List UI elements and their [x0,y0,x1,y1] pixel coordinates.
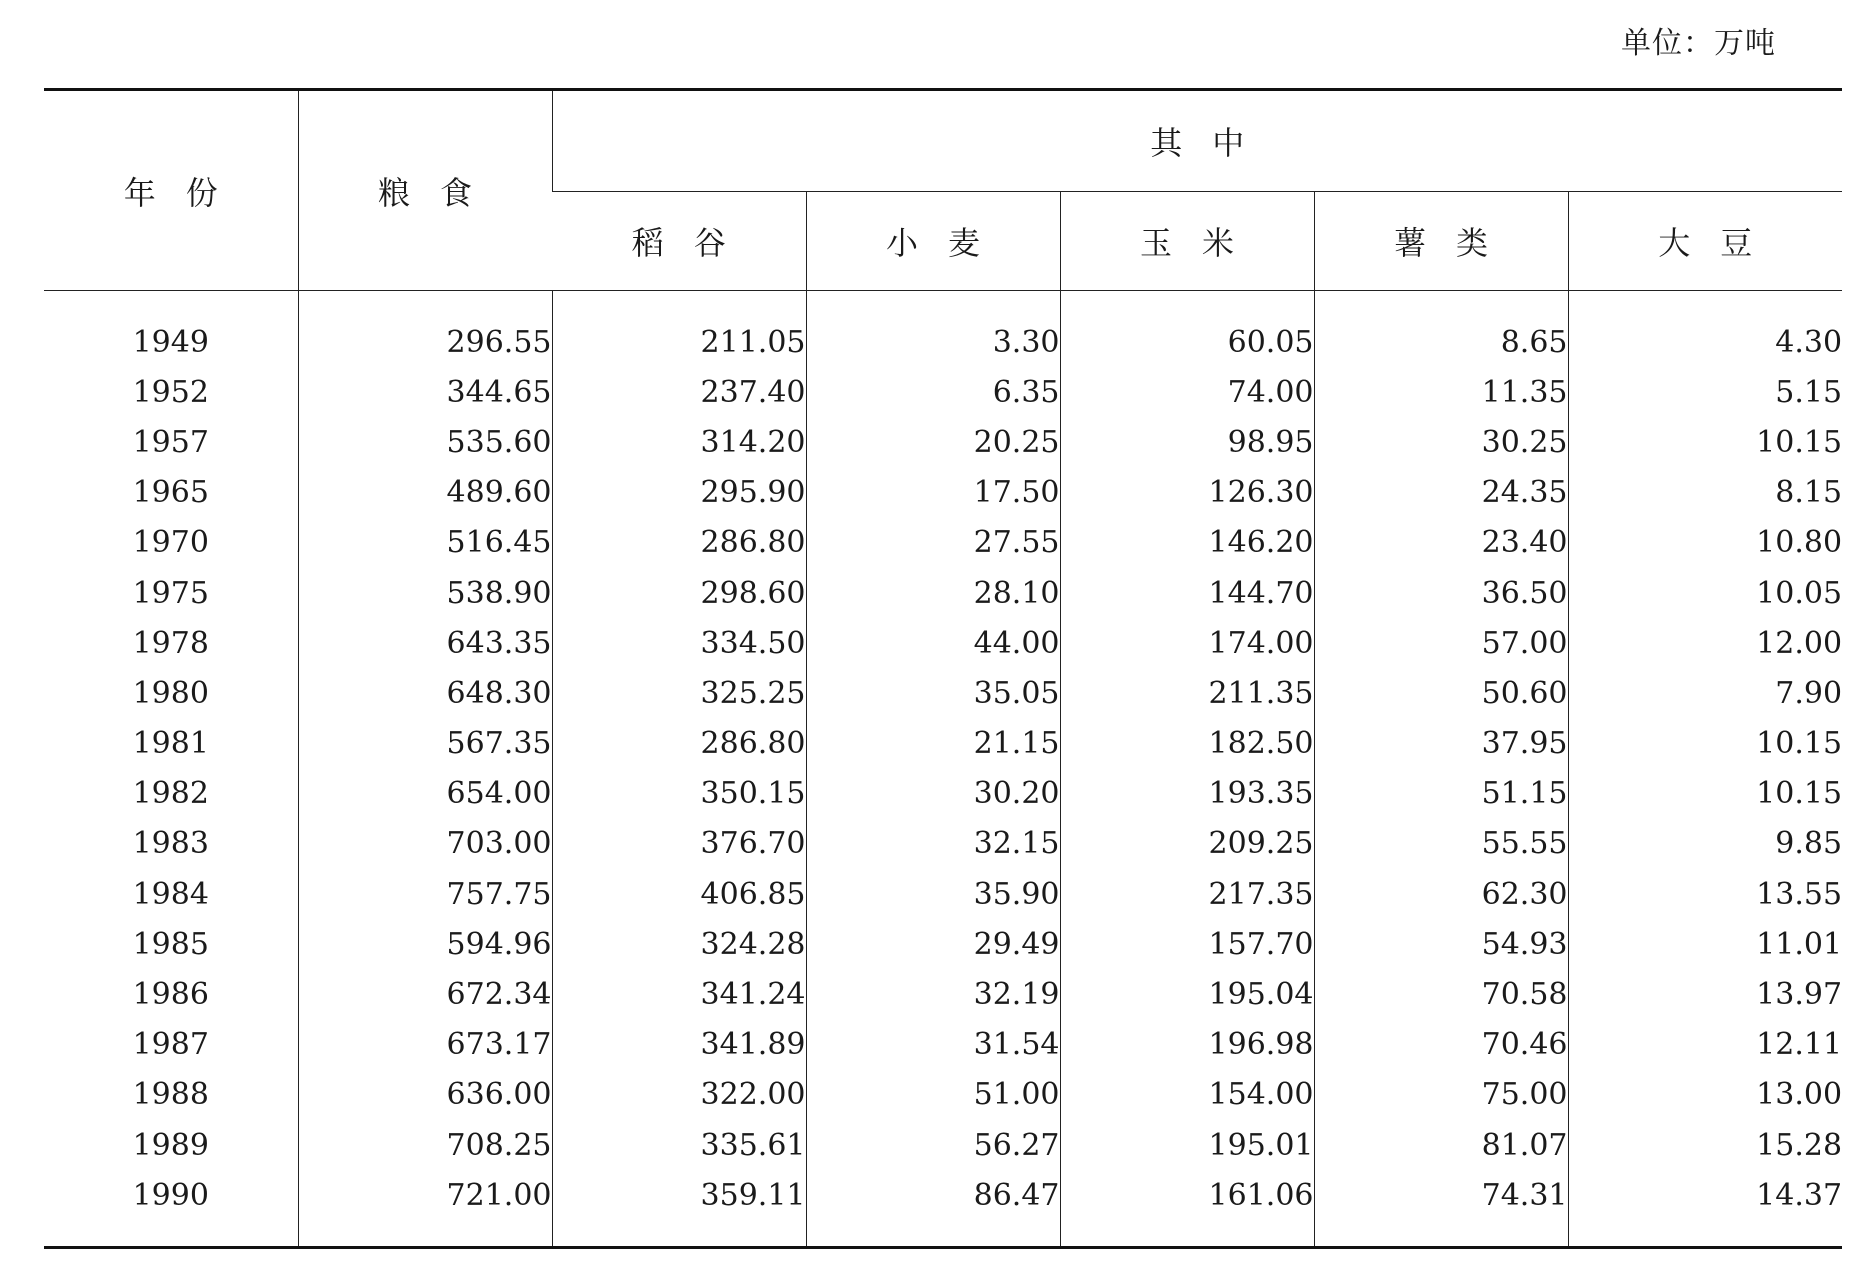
cell-year: 1952 [132,374,209,410]
cell-grain: 535.60 [298,417,552,467]
cell-wheat: 32.15 [806,819,1060,869]
cell-soybean: 10.15 [1568,719,1842,769]
cell-corn: 217.35 [1060,869,1314,919]
cell-year: 1949 [132,324,209,360]
cell-corn: 196.98 [1060,1020,1314,1070]
cell-soybean: 7.90 [1568,668,1842,718]
table-header [44,90,1842,291]
cell-corn: 161.06 [1060,1170,1314,1248]
table-row [44,819,1842,869]
cell-tubers: 50.60 [1314,668,1568,718]
table-row [44,417,1842,467]
cell-soybean: 8.15 [1568,468,1842,518]
cell-year: 1980 [132,675,209,711]
cell-year: 1975 [132,575,209,611]
header-corn: 玉米 [1060,192,1314,291]
cell-rice: 286.80 [552,719,806,769]
cell-year: 1957 [132,424,209,460]
cell-tubers: 57.00 [1314,618,1568,668]
cell-wheat: 35.05 [806,668,1060,718]
cell-wheat: 35.90 [806,869,1060,919]
cell-tubers: 30.25 [1314,417,1568,467]
cell-rice: 350.15 [552,769,806,819]
cell-tubers: 54.93 [1314,919,1568,969]
cell-wheat: 27.55 [806,518,1060,568]
cell-corn: 193.35 [1060,769,1314,819]
cell-year: 1965 [132,475,209,511]
cell-corn: 195.01 [1060,1120,1314,1170]
cell-rice: 359.11 [552,1170,806,1248]
cell-grain: 538.90 [298,568,552,618]
cell-soybean: 10.80 [1568,518,1842,568]
cell-corn: 209.25 [1060,819,1314,869]
cell-soybean: 10.05 [1568,568,1842,618]
cell-year: 1988 [132,1077,209,1113]
cell-rice: 325.25 [552,668,806,718]
cell-rice: 406.85 [552,869,806,919]
cell-wheat: 44.00 [806,618,1060,668]
cell-grain: 636.00 [298,1070,552,1120]
table-row [44,1070,1842,1120]
cell-soybean: 10.15 [1568,769,1842,819]
cell-grain: 672.34 [298,969,552,1019]
cell-tubers: 23.40 [1314,518,1568,568]
cell-grain: 648.30 [298,668,552,718]
cell-corn: 146.20 [1060,518,1314,568]
cell-wheat: 86.47 [806,1170,1060,1248]
cell-wheat: 56.27 [806,1120,1060,1170]
cell-tubers: 70.46 [1314,1020,1568,1070]
cell-wheat: 3.30 [806,291,1060,368]
table-row [44,1170,1842,1248]
cell-grain: 654.00 [298,769,552,819]
cell-soybean: 4.30 [1568,291,1842,368]
cell-soybean: 12.00 [1568,618,1842,668]
table-row [44,769,1842,819]
table-row [44,518,1842,568]
cell-rice: 314.20 [552,417,806,467]
cell-corn: 74.00 [1060,367,1314,417]
cell-year: 1985 [132,926,209,962]
cell-corn: 144.70 [1060,568,1314,618]
cell-corn: 195.04 [1060,969,1314,1019]
cell-corn: 211.35 [1060,668,1314,718]
cell-grain: 594.96 [298,919,552,969]
cell-soybean: 13.55 [1568,869,1842,919]
cell-tubers: 74.31 [1314,1170,1568,1248]
cell-wheat: 32.19 [806,969,1060,1019]
cell-grain: 757.75 [298,869,552,919]
cell-year: 1983 [132,826,209,862]
cell-year: 1989 [132,1127,209,1163]
cell-corn: 154.00 [1060,1070,1314,1120]
cell-corn: 157.70 [1060,919,1314,969]
cell-year: 1986 [132,977,209,1013]
cell-grain: 567.35 [298,719,552,769]
cell-tubers: 81.07 [1314,1120,1568,1170]
cell-year: 1984 [132,876,209,912]
cell-year: 1978 [132,625,209,661]
cell-corn: 60.05 [1060,291,1314,368]
cell-grain: 643.35 [298,618,552,668]
header-group: 其中 [552,90,1842,192]
cell-year: 1987 [132,1027,209,1063]
cell-rice: 286.80 [552,518,806,568]
cell-tubers: 11.35 [1314,367,1568,417]
cell-rice: 335.61 [552,1120,806,1170]
header-soybean: 大豆 [1568,192,1842,291]
cell-tubers: 62.30 [1314,869,1568,919]
cell-grain: 516.45 [298,518,552,568]
header-rice: 稻谷 [631,224,756,262]
cell-grain: 489.60 [298,468,552,518]
cell-rice: 211.05 [552,291,806,368]
header-tubers: 薯类 [1314,192,1568,291]
unit-note: 单位：万吨 [1621,26,1776,61]
header-row-top [44,90,1842,192]
cell-tubers: 70.58 [1314,969,1568,1019]
cell-rice: 334.50 [552,618,806,668]
table-row [44,618,1842,668]
cell-tubers: 8.65 [1314,291,1568,368]
table-row [44,1120,1842,1170]
cell-wheat: 51.00 [806,1070,1060,1120]
cell-grain: 721.00 [298,1170,552,1248]
cell-tubers: 36.50 [1314,568,1568,618]
cell-soybean: 12.11 [1568,1020,1842,1070]
table-row [44,1020,1842,1070]
table-row [44,869,1842,919]
cell-rice: 376.70 [552,819,806,869]
cell-soybean: 13.97 [1568,969,1842,1019]
grain-production-table [44,88,1842,1249]
cell-grain: 673.17 [298,1020,552,1070]
cell-grain: 708.25 [298,1120,552,1170]
cell-wheat: 28.10 [806,568,1060,618]
cell-soybean: 9.85 [1568,819,1842,869]
cell-wheat: 20.25 [806,417,1060,467]
cell-soybean: 11.01 [1568,919,1842,969]
table-row [44,668,1842,718]
cell-grain: 344.65 [298,367,552,417]
table-row [44,291,1842,368]
cell-tubers: 75.00 [1314,1070,1568,1120]
table-row [44,568,1842,618]
cell-year: 1970 [132,525,209,561]
cell-rice: 298.60 [552,568,806,618]
cell-rice: 341.89 [552,1020,806,1070]
cell-tubers: 37.95 [1314,719,1568,769]
cell-wheat: 6.35 [806,367,1060,417]
cell-tubers: 51.15 [1314,769,1568,819]
cell-grain: 296.55 [298,291,552,368]
cell-wheat: 31.54 [806,1020,1060,1070]
cell-wheat: 29.49 [806,919,1060,969]
cell-soybean: 10.15 [1568,417,1842,467]
cell-soybean: 13.00 [1568,1070,1842,1120]
cell-wheat: 21.15 [806,719,1060,769]
cell-corn: 98.95 [1060,417,1314,467]
cell-year: 1981 [132,726,209,762]
table-row [44,919,1842,969]
cell-corn: 126.30 [1060,468,1314,518]
table-row [44,367,1842,417]
cell-corn: 174.00 [1060,618,1314,668]
table-body [44,291,1842,1248]
table-row [44,719,1842,769]
cell-rice: 324.28 [552,919,806,969]
cell-rice: 341.24 [552,969,806,1019]
cell-rice: 295.90 [552,468,806,518]
cell-soybean: 15.28 [1568,1120,1842,1170]
cell-rice: 322.00 [552,1070,806,1120]
cell-corn: 182.50 [1060,719,1314,769]
cell-tubers: 24.35 [1314,468,1568,518]
cell-year: 1990 [132,1177,209,1213]
header-year: 年份 [123,173,248,212]
header-wheat: 小麦 [806,192,1060,291]
table-row [44,468,1842,518]
header-grain: 粮食 [298,90,552,291]
cell-rice: 237.40 [552,367,806,417]
cell-wheat: 30.20 [806,769,1060,819]
cell-soybean: 5.15 [1568,367,1842,417]
cell-wheat: 17.50 [806,468,1060,518]
table-row [44,969,1842,1019]
cell-year: 1982 [132,776,209,812]
cell-grain: 703.00 [298,819,552,869]
cell-tubers: 55.55 [1314,819,1568,869]
cell-soybean: 14.37 [1568,1170,1842,1248]
